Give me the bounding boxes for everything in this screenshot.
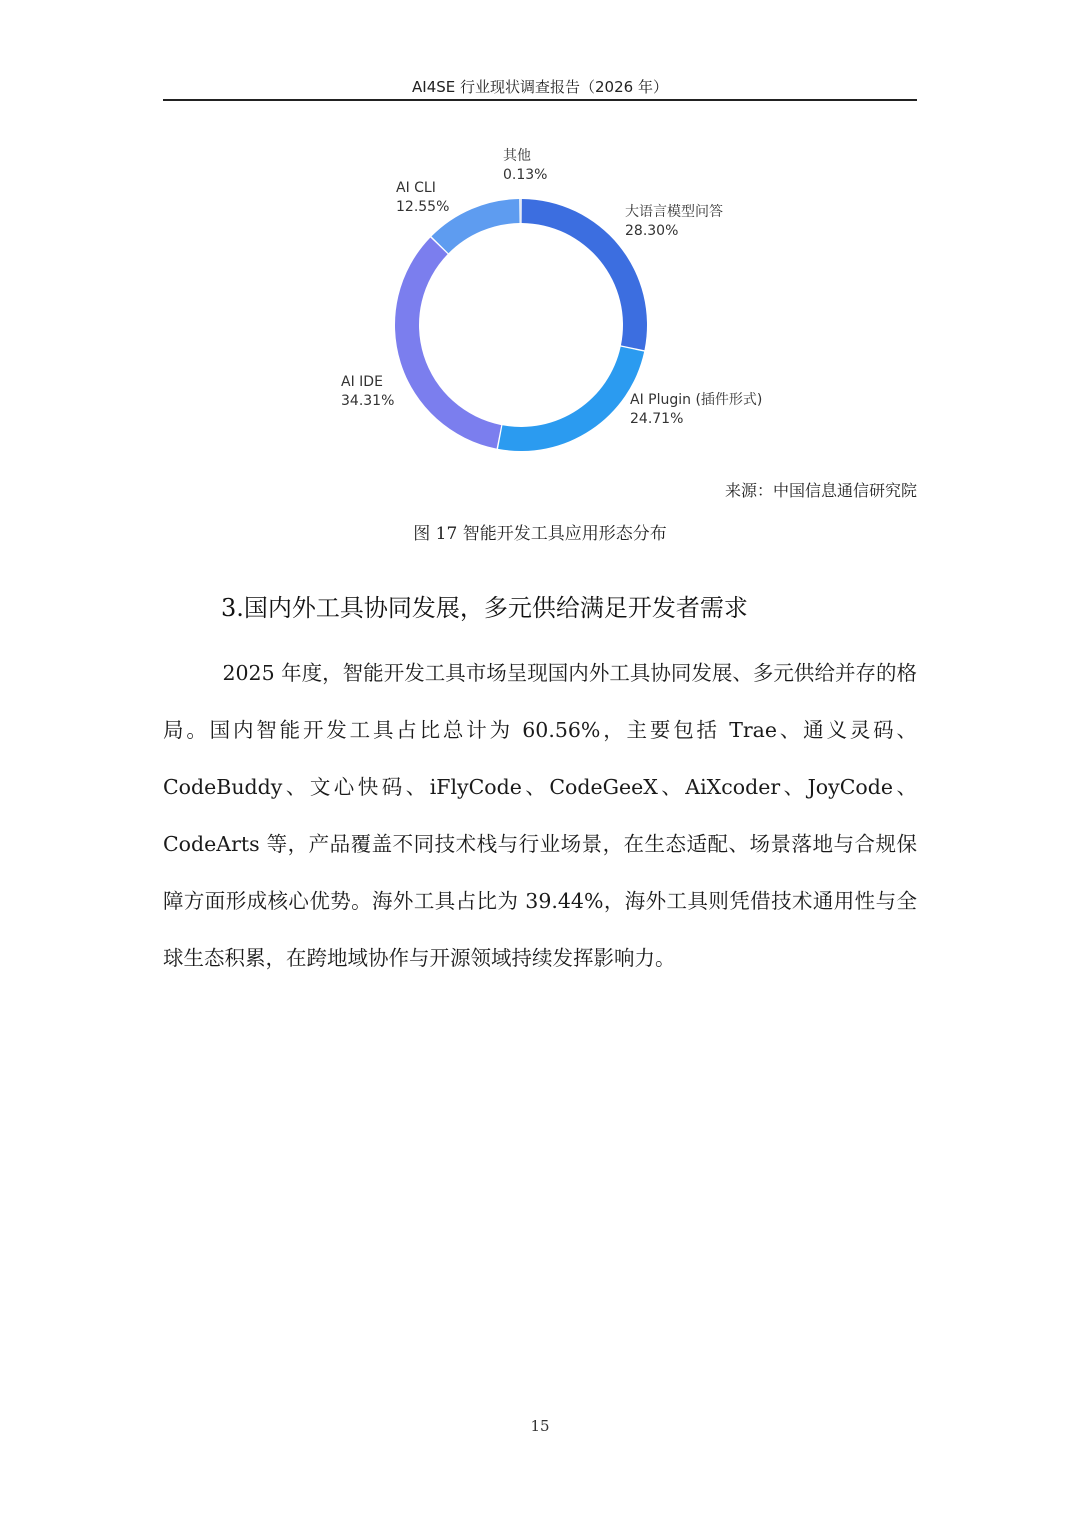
slice-label-2: AI IDE [341, 374, 383, 390]
slice-value-1: 24.71% [630, 411, 684, 427]
donut-chart-svg [163, 130, 917, 470]
page-header-title: AI4SE 行业现状调查报告（2026 年） [412, 78, 668, 96]
slice-value-2: 34.31% [341, 393, 395, 409]
slice-label-3: AI CLI [396, 180, 436, 196]
donut-slice-1 [498, 347, 644, 451]
header-divider [163, 99, 917, 101]
figure-caption: 图 17 智能开发工具应用形态分布 [413, 524, 667, 544]
slice-label-0: 大语言模型问答 [625, 204, 723, 220]
section-heading: 3.国内外工具协同发展，多元供给满足开发者需求 [221, 594, 748, 622]
slice-value-0: 28.30% [625, 223, 679, 239]
slice-value-4: 0.13% [503, 167, 548, 183]
page-number: 15 [530, 1417, 550, 1435]
body-paragraph: 2025 年度，智能开发工具市场呈现国内外工具协同发展、多元供给并存的格局。国内智能开发工具占比总计为 60.56%，主要包括 Trae、通义灵码、CodeBuddy、文心快码、iFlyCode、CodeGeeX、AiXcoder、JoyCode、CodeArts 等，产品覆盖不同技术栈与行业场景，在生态适配、场景落地与合规保障方面形成核心优势。海外工具占比为 39.44%，海外工具则凭借技术通用性与全球生态积累，在跨地域协作与开源领域持续发挥影响力。 [163, 661, 917, 970]
donut-slice-0 [522, 199, 647, 350]
figure-source: 来源：中国信息通信研究院 [724, 481, 917, 500]
donut-chart [163, 130, 917, 470]
slice-label-1: AI Plugin (插件形式) [630, 392, 763, 408]
donut-slice-2 [395, 237, 501, 448]
slice-value-3: 12.55% [396, 199, 450, 215]
slice-label-4: 其他 [503, 148, 531, 164]
